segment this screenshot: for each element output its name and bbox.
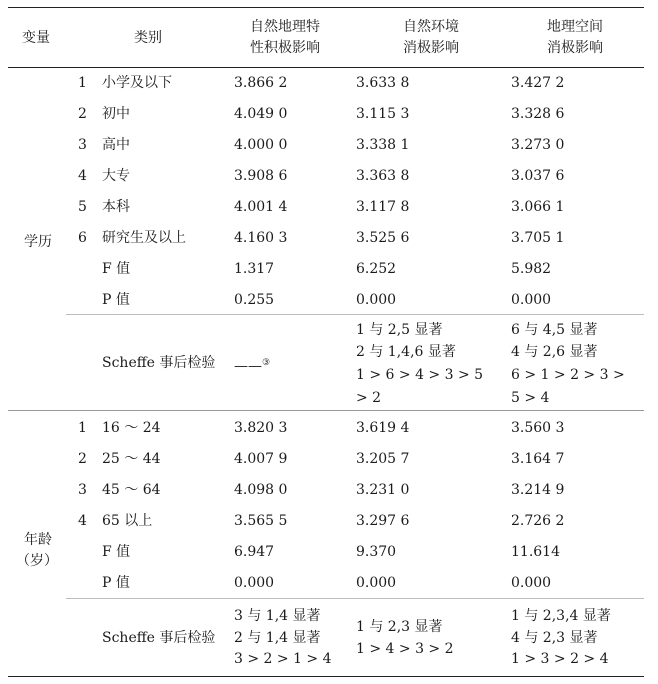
header-col1-line1: 自然地理特 bbox=[250, 19, 320, 35]
cell-col1: 4.160 3 bbox=[234, 230, 288, 246]
cell-col3: 0.000 bbox=[511, 292, 552, 308]
cell-col1: 3.908 6 bbox=[234, 168, 288, 184]
group-label-age: 年龄 bbox=[24, 532, 52, 548]
row-number: 2 bbox=[78, 106, 87, 122]
cell-col2: 3.117 8 bbox=[356, 199, 410, 215]
cell-col1: 6.947 bbox=[234, 544, 275, 560]
cell-col1: 0.255 bbox=[234, 292, 275, 308]
row-number: 5 bbox=[78, 199, 87, 215]
scheffe-col3-line3: 6 > 1 > 2 > 3 > bbox=[511, 367, 625, 383]
header-col2-line1: 自然环境 bbox=[403, 19, 459, 35]
scheffe-col1-line2: 2 与 1,4 显著 bbox=[234, 630, 321, 646]
header-category: 类别 bbox=[134, 30, 162, 46]
table-bottom-rule bbox=[8, 676, 644, 677]
cell-col2: 0.000 bbox=[356, 292, 397, 308]
scheffe-col3-line2: 4 与 2,3 显著 bbox=[511, 630, 598, 646]
footnote-marker: ③ bbox=[262, 358, 271, 368]
header-variable: 变量 bbox=[22, 30, 50, 46]
row-category: F 值 bbox=[102, 261, 131, 277]
header-col3-line2: 消极影响 bbox=[547, 40, 603, 56]
cell-col2: 3.338 1 bbox=[356, 137, 410, 153]
cell-col2: 3.297 6 bbox=[356, 513, 410, 529]
scheffe-label: Scheffe 事后检验 bbox=[102, 630, 216, 646]
scheffe-col2-line2: 1 > 4 > 3 > 2 bbox=[356, 641, 454, 657]
row-category: P 值 bbox=[102, 292, 130, 308]
scheffe-col2-line1: 1 与 2,3 显著 bbox=[356, 619, 443, 635]
cell-col3: 3.705 1 bbox=[511, 230, 565, 246]
scheffe-col3-line4: 5 > 4 bbox=[511, 390, 550, 406]
cell-col3: 3.214 9 bbox=[511, 482, 565, 498]
cell-col3: 3.273 0 bbox=[511, 137, 565, 153]
scheffe-dash bbox=[234, 353, 270, 377]
group-label-education: 学历 bbox=[24, 234, 52, 250]
cell-col1: 4.098 0 bbox=[234, 482, 288, 498]
row-category: 小学及以下 bbox=[102, 75, 172, 91]
cell-col2: 3.231 0 bbox=[356, 482, 410, 498]
row-category: 45 ～ 64 bbox=[102, 482, 161, 498]
row-number: 4 bbox=[78, 513, 87, 529]
scheffe-col3-line1: 1 与 2,3,4 显著 bbox=[511, 608, 611, 624]
cell-col3: 3.427 2 bbox=[511, 75, 565, 91]
row-category: 16 ～ 24 bbox=[102, 420, 161, 436]
cell-col1: 4.007 9 bbox=[234, 451, 288, 467]
cell-col3: 11.614 bbox=[511, 544, 560, 560]
row-number: 6 bbox=[78, 230, 87, 246]
cell-col2: 3.619 4 bbox=[356, 420, 410, 436]
row-category: 大专 bbox=[102, 168, 130, 184]
group-label-age-unit: （岁） bbox=[16, 553, 58, 569]
cell-col2: 3.115 3 bbox=[356, 106, 410, 122]
scheffe-divider-education bbox=[66, 314, 644, 315]
table-top-rule bbox=[8, 7, 644, 8]
row-number: 1 bbox=[78, 420, 87, 436]
row-category: F 值 bbox=[102, 544, 131, 560]
scheffe-col2-line2: 2 与 1,4,6 显著 bbox=[356, 344, 456, 360]
cell-col1: 3.866 2 bbox=[234, 75, 288, 91]
row-category: 本科 bbox=[102, 199, 130, 215]
header-col2-line2: 消极影响 bbox=[403, 40, 459, 56]
cell-col2: 3.633 8 bbox=[356, 75, 410, 91]
scheffe-col1-line3: 3 > 2 > 1 > 4 bbox=[234, 651, 332, 667]
row-category: P 值 bbox=[102, 575, 130, 591]
cell-col3: 0.000 bbox=[511, 575, 552, 591]
cell-col1: 3.565 5 bbox=[234, 513, 288, 529]
row-number: 4 bbox=[78, 168, 87, 184]
row-category: 高中 bbox=[102, 137, 130, 153]
cell-col2: 6.252 bbox=[356, 261, 397, 277]
row-number: 1 bbox=[78, 75, 87, 91]
header-bottom-rule bbox=[8, 67, 644, 68]
cell-col1: 0.000 bbox=[234, 575, 275, 591]
scheffe-col2-line1: 1 与 2,5 显著 bbox=[356, 322, 443, 338]
scheffe-col3-line1: 6 与 4,5 显著 bbox=[511, 322, 598, 338]
row-category: 研究生及以上 bbox=[102, 230, 186, 246]
cell-col3: 3.066 1 bbox=[511, 199, 565, 215]
cell-col1: 4.000 0 bbox=[234, 137, 288, 153]
scheffe-dash-text: —— bbox=[234, 358, 262, 375]
cell-col1: 3.820 3 bbox=[234, 420, 288, 436]
cell-col3: 3.037 6 bbox=[511, 168, 565, 184]
header-col3-line1: 地理空间 bbox=[547, 19, 603, 35]
cell-col3: 3.328 6 bbox=[511, 106, 565, 122]
cell-col2: 3.363 8 bbox=[356, 168, 410, 184]
row-number: 3 bbox=[78, 137, 87, 153]
row-category: 65 以上 bbox=[102, 513, 153, 529]
cell-col2: 9.370 bbox=[356, 544, 397, 560]
cell-col1: 4.049 0 bbox=[234, 106, 288, 122]
scheffe-divider-age bbox=[66, 598, 644, 599]
cell-col3: 3.560 3 bbox=[511, 420, 565, 436]
row-number: 2 bbox=[78, 451, 87, 467]
scheffe-col2-line3: 1 > 6 > 4 > 3 > 5 bbox=[356, 367, 484, 383]
cell-col2: 0.000 bbox=[356, 575, 397, 591]
group-divider bbox=[8, 410, 644, 411]
scheffe-col1-line1: 3 与 1,4 显著 bbox=[234, 608, 321, 624]
cell-col2: 3.525 6 bbox=[356, 230, 410, 246]
cell-col3: 3.164 7 bbox=[511, 451, 565, 467]
cell-col1: 4.001 4 bbox=[234, 199, 288, 215]
header-col1-line2: 性积极影响 bbox=[250, 40, 320, 56]
row-category: 25 ～ 44 bbox=[102, 451, 161, 467]
cell-col2: 3.205 7 bbox=[356, 451, 410, 467]
row-number: 3 bbox=[78, 482, 87, 498]
scheffe-label: Scheffe 事后检验 bbox=[102, 355, 216, 371]
scheffe-col2-line4: > 2 bbox=[356, 390, 382, 406]
scheffe-col3-line2: 4 与 2,6 显著 bbox=[511, 344, 598, 360]
cell-col1: 1.317 bbox=[234, 261, 275, 277]
row-category: 初中 bbox=[102, 106, 130, 122]
cell-col3: 2.726 2 bbox=[511, 513, 565, 529]
scheffe-col3-line3: 1 > 3 > 2 > 4 bbox=[511, 651, 609, 667]
cell-col3: 5.982 bbox=[511, 261, 552, 277]
